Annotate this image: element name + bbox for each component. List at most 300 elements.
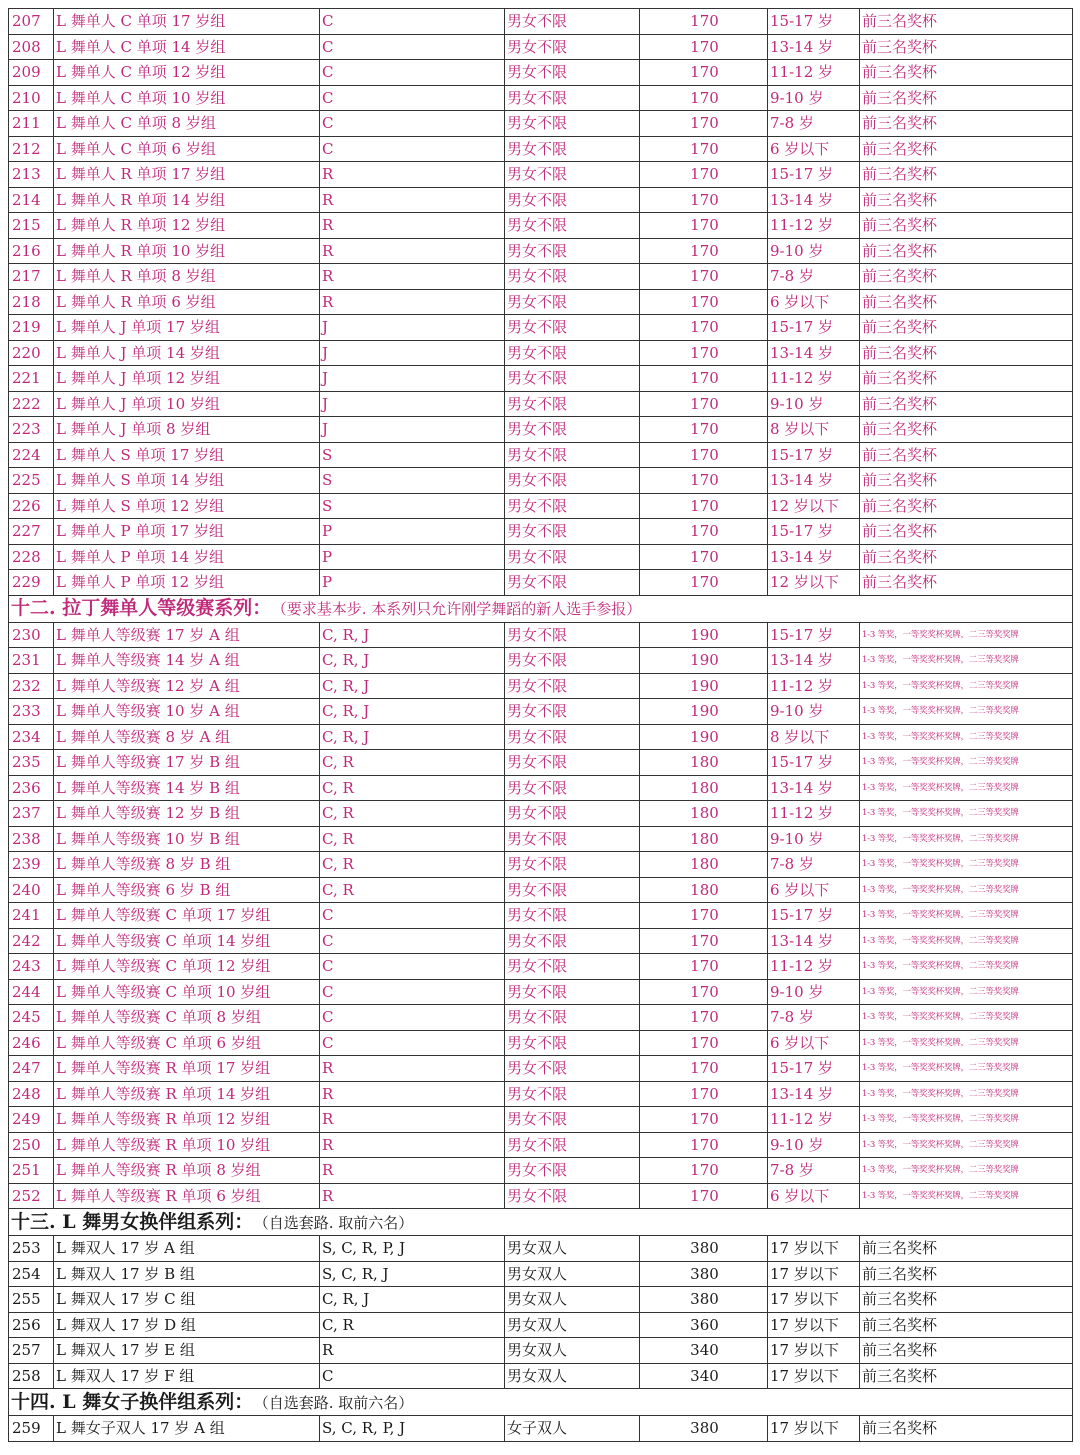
entry-fee-cell: 170 [640, 1056, 768, 1082]
age-range-cell: 17 岁以下 [768, 1363, 860, 1389]
dance-codes-cell: C [320, 1030, 505, 1056]
entry-fee-cell: 170 [640, 187, 768, 213]
dance-codes-cell: R [320, 1158, 505, 1184]
gender-type-cell: 男女不限 [505, 928, 640, 954]
age-range-cell: 7-8 岁 [768, 264, 860, 290]
dance-codes-cell: S [320, 493, 505, 519]
event-name-cell: L 舞单人 P 单项 17 岁组 [54, 519, 320, 545]
event-number-cell: 217 [9, 264, 54, 290]
entry-fee-cell: 340 [640, 1363, 768, 1389]
event-name-cell: L 舞单人等级赛 8 岁 B 组 [54, 852, 320, 878]
table-row [9, 750, 1073, 776]
gender-type-cell: 男女不限 [505, 493, 640, 519]
gender-type-cell: 男女不限 [505, 519, 640, 545]
gender-type-cell: 男女不限 [505, 315, 640, 341]
award-cell: 前三名奖杯 [860, 1338, 1073, 1364]
event-number-cell: 235 [9, 750, 54, 776]
dance-codes-cell: C [320, 903, 505, 929]
gender-type-cell: 男女不限 [505, 111, 640, 137]
gender-type-cell: 男女不限 [505, 1183, 640, 1209]
table-row [9, 162, 1073, 188]
table-row [9, 648, 1073, 674]
gender-type-cell: 男女不限 [505, 699, 640, 725]
award-cell: 1-3 等奖，一等奖奖杯奖牌，二三等奖奖牌 [860, 775, 1073, 801]
event-number-cell: 252 [9, 1183, 54, 1209]
event-name-cell: L 舞单人等级赛 8 岁 A 组 [54, 724, 320, 750]
event-name-cell: L 舞单人 R 单项 10 岁组 [54, 238, 320, 264]
gender-type-cell: 男女双人 [505, 1363, 640, 1389]
dance-codes-cell: S [320, 442, 505, 468]
age-range-cell: 13-14 岁 [768, 187, 860, 213]
table-row [9, 1158, 1073, 1184]
gender-type-cell: 男女不限 [505, 264, 640, 290]
dance-codes-cell: C, R [320, 1312, 505, 1338]
age-range-cell: 9-10 岁 [768, 826, 860, 852]
age-range-cell: 9-10 岁 [768, 1132, 860, 1158]
event-name-cell: L 舞单人 P 单项 14 岁组 [54, 544, 320, 570]
entry-fee-cell: 170 [640, 340, 768, 366]
gender-type-cell: 男女不限 [505, 1132, 640, 1158]
award-cell: 前三名奖杯 [860, 493, 1073, 519]
award-cell: 前三名奖杯 [860, 136, 1073, 162]
entry-fee-cell: 190 [640, 622, 768, 648]
award-cell: 前三名奖杯 [860, 111, 1073, 137]
gender-type-cell: 男女不限 [505, 673, 640, 699]
event-number-cell: 220 [9, 340, 54, 366]
dance-codes-cell: C, R [320, 852, 505, 878]
event-name-cell: L 舞单人 J 单项 8 岁组 [54, 417, 320, 443]
gender-type-cell: 男女不限 [505, 60, 640, 86]
entry-fee-cell: 190 [640, 648, 768, 674]
award-cell: 1-3 等奖，一等奖奖杯奖牌，二三等奖奖牌 [860, 903, 1073, 929]
age-range-cell: 13-14 岁 [768, 648, 860, 674]
age-range-cell: 13-14 岁 [768, 468, 860, 494]
gender-type-cell: 男女不限 [505, 391, 640, 417]
event-number-cell: 246 [9, 1030, 54, 1056]
dance-codes-cell: C, R [320, 801, 505, 827]
dance-codes-cell: R [320, 187, 505, 213]
award-cell: 1-3 等奖，一等奖奖杯奖牌，二三等奖奖牌 [860, 750, 1073, 776]
gender-type-cell: 男女双人 [505, 1312, 640, 1338]
table-row [9, 1183, 1073, 1209]
gender-type-cell: 男女不限 [505, 1005, 640, 1031]
entry-fee-cell: 360 [640, 1312, 768, 1338]
table-row [9, 340, 1073, 366]
gender-type-cell: 男女不限 [505, 442, 640, 468]
award-cell: 前三名奖杯 [860, 1416, 1073, 1442]
age-range-cell: 17 岁以下 [768, 1287, 860, 1313]
dance-codes-cell: C [320, 34, 505, 60]
age-range-cell: 17 岁以下 [768, 1236, 860, 1262]
dance-codes-cell: C, R, J [320, 699, 505, 725]
dance-codes-cell: C [320, 928, 505, 954]
entry-fee-cell: 180 [640, 826, 768, 852]
gender-type-cell: 男女不限 [505, 136, 640, 162]
award-cell: 1-3 等奖，一等奖奖杯奖牌，二三等奖奖牌 [860, 648, 1073, 674]
age-range-cell: 7-8 岁 [768, 1158, 860, 1184]
table-row [9, 1107, 1073, 1133]
event-number-cell: 218 [9, 289, 54, 315]
gender-type-cell: 男女不限 [505, 162, 640, 188]
event-number-cell: 213 [9, 162, 54, 188]
award-cell: 1-3 等奖，一等奖奖杯奖牌，二三等奖奖牌 [860, 1030, 1073, 1056]
event-name-cell: L 舞双人 17 岁 C 组 [54, 1287, 320, 1313]
event-name-cell: L 舞单人 J 单项 12 岁组 [54, 366, 320, 392]
event-name-cell: L 舞单人 R 单项 14 岁组 [54, 187, 320, 213]
dance-codes-cell: C [320, 9, 505, 35]
section-note: （自选套路. 取前六名） [261, 1393, 414, 1412]
event-name-cell: L 舞单人 C 单项 6 岁组 [54, 136, 320, 162]
dance-codes-cell: C [320, 85, 505, 111]
entry-fee-cell: 170 [640, 979, 768, 1005]
table-row [9, 366, 1073, 392]
dance-codes-cell: R [320, 1338, 505, 1364]
gender-type-cell: 男女不限 [505, 1030, 640, 1056]
event-name-cell: L 舞单人等级赛 12 岁 B 组 [54, 801, 320, 827]
table-row [9, 622, 1073, 648]
table-row [9, 493, 1073, 519]
entry-fee-cell: 170 [640, 264, 768, 290]
dance-codes-cell: C [320, 979, 505, 1005]
age-range-cell: 17 岁以下 [768, 1338, 860, 1364]
table-row [9, 187, 1073, 213]
table-row [9, 954, 1073, 980]
age-range-cell: 9-10 岁 [768, 979, 860, 1005]
event-name-cell: L 舞单人等级赛 14 岁 A 组 [54, 648, 320, 674]
award-cell: 1-3 等奖，一等奖奖杯奖牌，二三等奖奖牌 [860, 622, 1073, 648]
dance-codes-cell: R [320, 213, 505, 239]
entry-fee-cell: 170 [640, 519, 768, 545]
table-row [9, 775, 1073, 801]
event-number-cell: 215 [9, 213, 54, 239]
dance-codes-cell: C, R [320, 750, 505, 776]
entry-fee-cell: 170 [640, 136, 768, 162]
table-row [9, 1030, 1073, 1056]
event-number-cell: 225 [9, 468, 54, 494]
event-number-cell: 223 [9, 417, 54, 443]
event-number-cell: 259 [9, 1416, 54, 1442]
event-name-cell: L 舞单人等级赛 R 单项 10 岁组 [54, 1132, 320, 1158]
event-name-cell: L 舞单人 R 单项 8 岁组 [54, 264, 320, 290]
event-number-cell: 239 [9, 852, 54, 878]
dance-codes-cell: J [320, 340, 505, 366]
event-number-cell: 236 [9, 775, 54, 801]
award-cell: 前三名奖杯 [860, 1312, 1073, 1338]
event-name-cell: L 舞单人 C 单项 17 岁组 [54, 9, 320, 35]
section-header-row [9, 595, 1073, 622]
age-range-cell: 11-12 岁 [768, 366, 860, 392]
award-cell: 1-3 等奖，一等奖奖杯奖牌，二三等奖奖牌 [860, 801, 1073, 827]
gender-type-cell: 男女不限 [505, 187, 640, 213]
event-number-cell: 230 [9, 622, 54, 648]
dance-codes-cell: P [320, 570, 505, 596]
award-cell: 前三名奖杯 [860, 468, 1073, 494]
entry-fee-cell: 180 [640, 852, 768, 878]
dance-codes-cell: C, R, J [320, 622, 505, 648]
competition-schedule-sheet [8, 8, 1072, 1442]
event-number-cell: 248 [9, 1081, 54, 1107]
event-name-cell: L 舞单人 J 单项 14 岁组 [54, 340, 320, 366]
gender-type-cell: 男女不限 [505, 544, 640, 570]
table-row [9, 213, 1073, 239]
table-row [9, 417, 1073, 443]
dance-codes-cell: J [320, 391, 505, 417]
award-cell: 前三名奖杯 [860, 60, 1073, 86]
event-number-cell: 245 [9, 1005, 54, 1031]
gender-type-cell: 男女不限 [505, 468, 640, 494]
dance-codes-cell: J [320, 417, 505, 443]
event-table-body [9, 9, 1073, 1442]
age-range-cell: 12 岁以下 [768, 570, 860, 596]
age-range-cell: 13-14 岁 [768, 775, 860, 801]
dance-codes-cell: C, R [320, 877, 505, 903]
event-number-cell: 238 [9, 826, 54, 852]
entry-fee-cell: 380 [640, 1261, 768, 1287]
gender-type-cell: 男女不限 [505, 750, 640, 776]
dance-codes-cell: R [320, 238, 505, 264]
entry-fee-cell: 170 [640, 1081, 768, 1107]
gender-type-cell: 男女双人 [505, 1236, 640, 1262]
award-cell: 前三名奖杯 [860, 1236, 1073, 1262]
gender-type-cell: 男女不限 [505, 852, 640, 878]
event-number-cell: 243 [9, 954, 54, 980]
gender-type-cell: 男女不限 [505, 954, 640, 980]
award-cell: 1-3 等奖，一等奖奖杯奖牌，二三等奖奖牌 [860, 979, 1073, 1005]
table-row [9, 1312, 1073, 1338]
gender-type-cell: 男女不限 [505, 826, 640, 852]
event-number-cell: 209 [9, 60, 54, 86]
age-range-cell: 6 岁以下 [768, 1183, 860, 1209]
event-number-cell: 251 [9, 1158, 54, 1184]
entry-fee-cell: 380 [640, 1416, 768, 1442]
dance-codes-cell: C [320, 136, 505, 162]
table-row [9, 1081, 1073, 1107]
award-cell: 前三名奖杯 [860, 1261, 1073, 1287]
event-number-cell: 255 [9, 1287, 54, 1313]
event-name-cell: L 舞单人等级赛 C 单项 14 岁组 [54, 928, 320, 954]
event-number-cell: 224 [9, 442, 54, 468]
gender-type-cell: 男女不限 [505, 979, 640, 1005]
section-title: 十二. 拉丁舞单人等级赛系列： [11, 597, 272, 619]
table-row [9, 673, 1073, 699]
table-row [9, 877, 1073, 903]
award-cell: 前三名奖杯 [860, 85, 1073, 111]
event-table [8, 8, 1073, 1442]
event-name-cell: L 舞单人等级赛 6 岁 B 组 [54, 877, 320, 903]
event-name-cell: L 舞单人等级赛 C 单项 10 岁组 [54, 979, 320, 1005]
table-row [9, 1338, 1073, 1364]
event-name-cell: L 舞单人 S 单项 14 岁组 [54, 468, 320, 494]
age-range-cell: 13-14 岁 [768, 928, 860, 954]
event-number-cell: 257 [9, 1338, 54, 1364]
age-range-cell: 11-12 岁 [768, 60, 860, 86]
age-range-cell: 17 岁以下 [768, 1261, 860, 1287]
table-row [9, 724, 1073, 750]
entry-fee-cell: 380 [640, 1236, 768, 1262]
event-name-cell: L 舞女子双人 17 岁 A 组 [54, 1416, 320, 1442]
event-number-cell: 229 [9, 570, 54, 596]
event-name-cell: L 舞单人 P 单项 12 岁组 [54, 570, 320, 596]
gender-type-cell: 男女不限 [505, 570, 640, 596]
award-cell: 1-3 等奖，一等奖奖杯奖牌，二三等奖奖牌 [860, 877, 1073, 903]
gender-type-cell: 男女双人 [505, 1287, 640, 1313]
award-cell: 1-3 等奖，一等奖奖杯奖牌，二三等奖奖牌 [860, 699, 1073, 725]
age-range-cell: 7-8 岁 [768, 1005, 860, 1031]
age-range-cell: 11-12 岁 [768, 1107, 860, 1133]
entry-fee-cell: 190 [640, 699, 768, 725]
dance-codes-cell: P [320, 519, 505, 545]
table-row [9, 34, 1073, 60]
entry-fee-cell: 170 [640, 1183, 768, 1209]
award-cell: 前三名奖杯 [860, 366, 1073, 392]
table-row [9, 1005, 1073, 1031]
event-name-cell: L 舞单人 S 单项 12 岁组 [54, 493, 320, 519]
gender-type-cell: 男女不限 [505, 238, 640, 264]
award-cell: 1-3 等奖，一等奖奖杯奖牌，二三等奖奖牌 [860, 724, 1073, 750]
entry-fee-cell: 170 [640, 315, 768, 341]
gender-type-cell: 男女不限 [505, 417, 640, 443]
age-range-cell: 15-17 岁 [768, 519, 860, 545]
table-row [9, 699, 1073, 725]
age-range-cell: 8 岁以下 [768, 724, 860, 750]
age-range-cell: 15-17 岁 [768, 1056, 860, 1082]
event-number-cell: 240 [9, 877, 54, 903]
event-number-cell: 242 [9, 928, 54, 954]
gender-type-cell: 男女不限 [505, 34, 640, 60]
section-title: 十四. L 舞女子换伴组系列： [11, 1390, 254, 1413]
dance-codes-cell: C [320, 111, 505, 137]
dance-codes-cell: P [320, 544, 505, 570]
event-number-cell: 234 [9, 724, 54, 750]
entry-fee-cell: 170 [640, 1132, 768, 1158]
age-range-cell: 15-17 岁 [768, 622, 860, 648]
event-name-cell: L 舞单人等级赛 R 单项 6 岁组 [54, 1183, 320, 1209]
gender-type-cell: 男女不限 [505, 289, 640, 315]
event-name-cell: L 舞双人 17 岁 E 组 [54, 1338, 320, 1364]
table-row [9, 1416, 1073, 1442]
event-number-cell: 216 [9, 238, 54, 264]
table-row [9, 544, 1073, 570]
table-row [9, 315, 1073, 341]
event-name-cell: L 舞单人等级赛 10 岁 A 组 [54, 699, 320, 725]
entry-fee-cell: 170 [640, 928, 768, 954]
event-number-cell: 207 [9, 9, 54, 35]
event-number-cell: 241 [9, 903, 54, 929]
entry-fee-cell: 170 [640, 213, 768, 239]
age-range-cell: 12 岁以下 [768, 493, 860, 519]
award-cell: 前三名奖杯 [860, 315, 1073, 341]
award-cell: 1-3 等奖，一等奖奖杯奖牌，二三等奖奖牌 [860, 826, 1073, 852]
award-cell: 前三名奖杯 [860, 213, 1073, 239]
event-name-cell: L 舞单人 C 单项 12 岁组 [54, 60, 320, 86]
award-cell: 前三名奖杯 [860, 1363, 1073, 1389]
table-row [9, 826, 1073, 852]
award-cell: 前三名奖杯 [860, 264, 1073, 290]
age-range-cell: 15-17 岁 [768, 903, 860, 929]
event-number-cell: 254 [9, 1261, 54, 1287]
table-row [9, 1236, 1073, 1262]
age-range-cell: 6 岁以下 [768, 877, 860, 903]
section-header-cell [9, 1389, 1073, 1416]
event-name-cell: L 舞单人等级赛 17 岁 B 组 [54, 750, 320, 776]
entry-fee-cell: 170 [640, 442, 768, 468]
entry-fee-cell: 170 [640, 238, 768, 264]
event-name-cell: L 舞单人等级赛 14 岁 B 组 [54, 775, 320, 801]
event-number-cell: 249 [9, 1107, 54, 1133]
age-range-cell: 17 岁以下 [768, 1416, 860, 1442]
award-cell: 前三名奖杯 [860, 9, 1073, 35]
gender-type-cell: 男女不限 [505, 9, 640, 35]
dance-codes-cell: C, R, J [320, 1287, 505, 1313]
award-cell: 1-3 等奖，一等奖奖杯奖牌，二三等奖奖牌 [860, 1056, 1073, 1082]
age-range-cell: 11-12 岁 [768, 954, 860, 980]
event-name-cell: L 舞单人 R 单项 12 岁组 [54, 213, 320, 239]
gender-type-cell: 男女不限 [505, 648, 640, 674]
event-number-cell: 244 [9, 979, 54, 1005]
table-row [9, 519, 1073, 545]
event-name-cell: L 舞单人 J 单项 17 岁组 [54, 315, 320, 341]
gender-type-cell: 男女不限 [505, 213, 640, 239]
table-row [9, 570, 1073, 596]
gender-type-cell: 男女不限 [505, 903, 640, 929]
entry-fee-cell: 170 [640, 1030, 768, 1056]
table-row [9, 928, 1073, 954]
entry-fee-cell: 170 [640, 493, 768, 519]
award-cell: 前三名奖杯 [860, 289, 1073, 315]
event-name-cell: L 舞单人等级赛 17 岁 A 组 [54, 622, 320, 648]
table-row [9, 264, 1073, 290]
dance-codes-cell: C, R, J [320, 673, 505, 699]
award-cell: 1-3 等奖，一等奖奖杯奖牌，二三等奖奖牌 [860, 1005, 1073, 1031]
event-number-cell: 250 [9, 1132, 54, 1158]
section-header-cell [9, 1209, 1073, 1236]
event-name-cell: L 舞单人 R 单项 6 岁组 [54, 289, 320, 315]
award-cell: 1-3 等奖，一等奖奖杯奖牌，二三等奖奖牌 [860, 1132, 1073, 1158]
dance-codes-cell: C, R [320, 826, 505, 852]
dance-codes-cell: C, R, J [320, 724, 505, 750]
table-row [9, 85, 1073, 111]
entry-fee-cell: 170 [640, 903, 768, 929]
award-cell: 1-3 等奖，一等奖奖杯奖牌，二三等奖奖牌 [860, 954, 1073, 980]
table-row [9, 1132, 1073, 1158]
award-cell: 1-3 等奖，一等奖奖杯奖牌，二三等奖奖牌 [860, 928, 1073, 954]
entry-fee-cell: 170 [640, 289, 768, 315]
age-range-cell: 9-10 岁 [768, 238, 860, 264]
age-range-cell: 13-14 岁 [768, 34, 860, 60]
dance-codes-cell: C [320, 1005, 505, 1031]
event-name-cell: L 舞双人 17 岁 F 组 [54, 1363, 320, 1389]
entry-fee-cell: 170 [640, 9, 768, 35]
age-range-cell: 7-8 岁 [768, 111, 860, 137]
age-range-cell: 17 岁以下 [768, 1312, 860, 1338]
age-range-cell: 6 岁以下 [768, 136, 860, 162]
table-row [9, 1287, 1073, 1313]
dance-codes-cell: R [320, 1183, 505, 1209]
award-cell: 前三名奖杯 [860, 340, 1073, 366]
age-range-cell: 6 岁以下 [768, 289, 860, 315]
event-name-cell: L 舞单人等级赛 R 单项 12 岁组 [54, 1107, 320, 1133]
event-number-cell: 222 [9, 391, 54, 417]
table-row [9, 852, 1073, 878]
gender-type-cell: 男女不限 [505, 85, 640, 111]
age-range-cell: 15-17 岁 [768, 315, 860, 341]
event-name-cell: L 舞单人 C 单项 14 岁组 [54, 34, 320, 60]
dance-codes-cell: C, R [320, 775, 505, 801]
award-cell: 前三名奖杯 [860, 519, 1073, 545]
award-cell: 1-3 等奖，一等奖奖杯奖牌，二三等奖奖牌 [860, 852, 1073, 878]
table-row [9, 468, 1073, 494]
event-name-cell: L 舞单人等级赛 C 单项 12 岁组 [54, 954, 320, 980]
